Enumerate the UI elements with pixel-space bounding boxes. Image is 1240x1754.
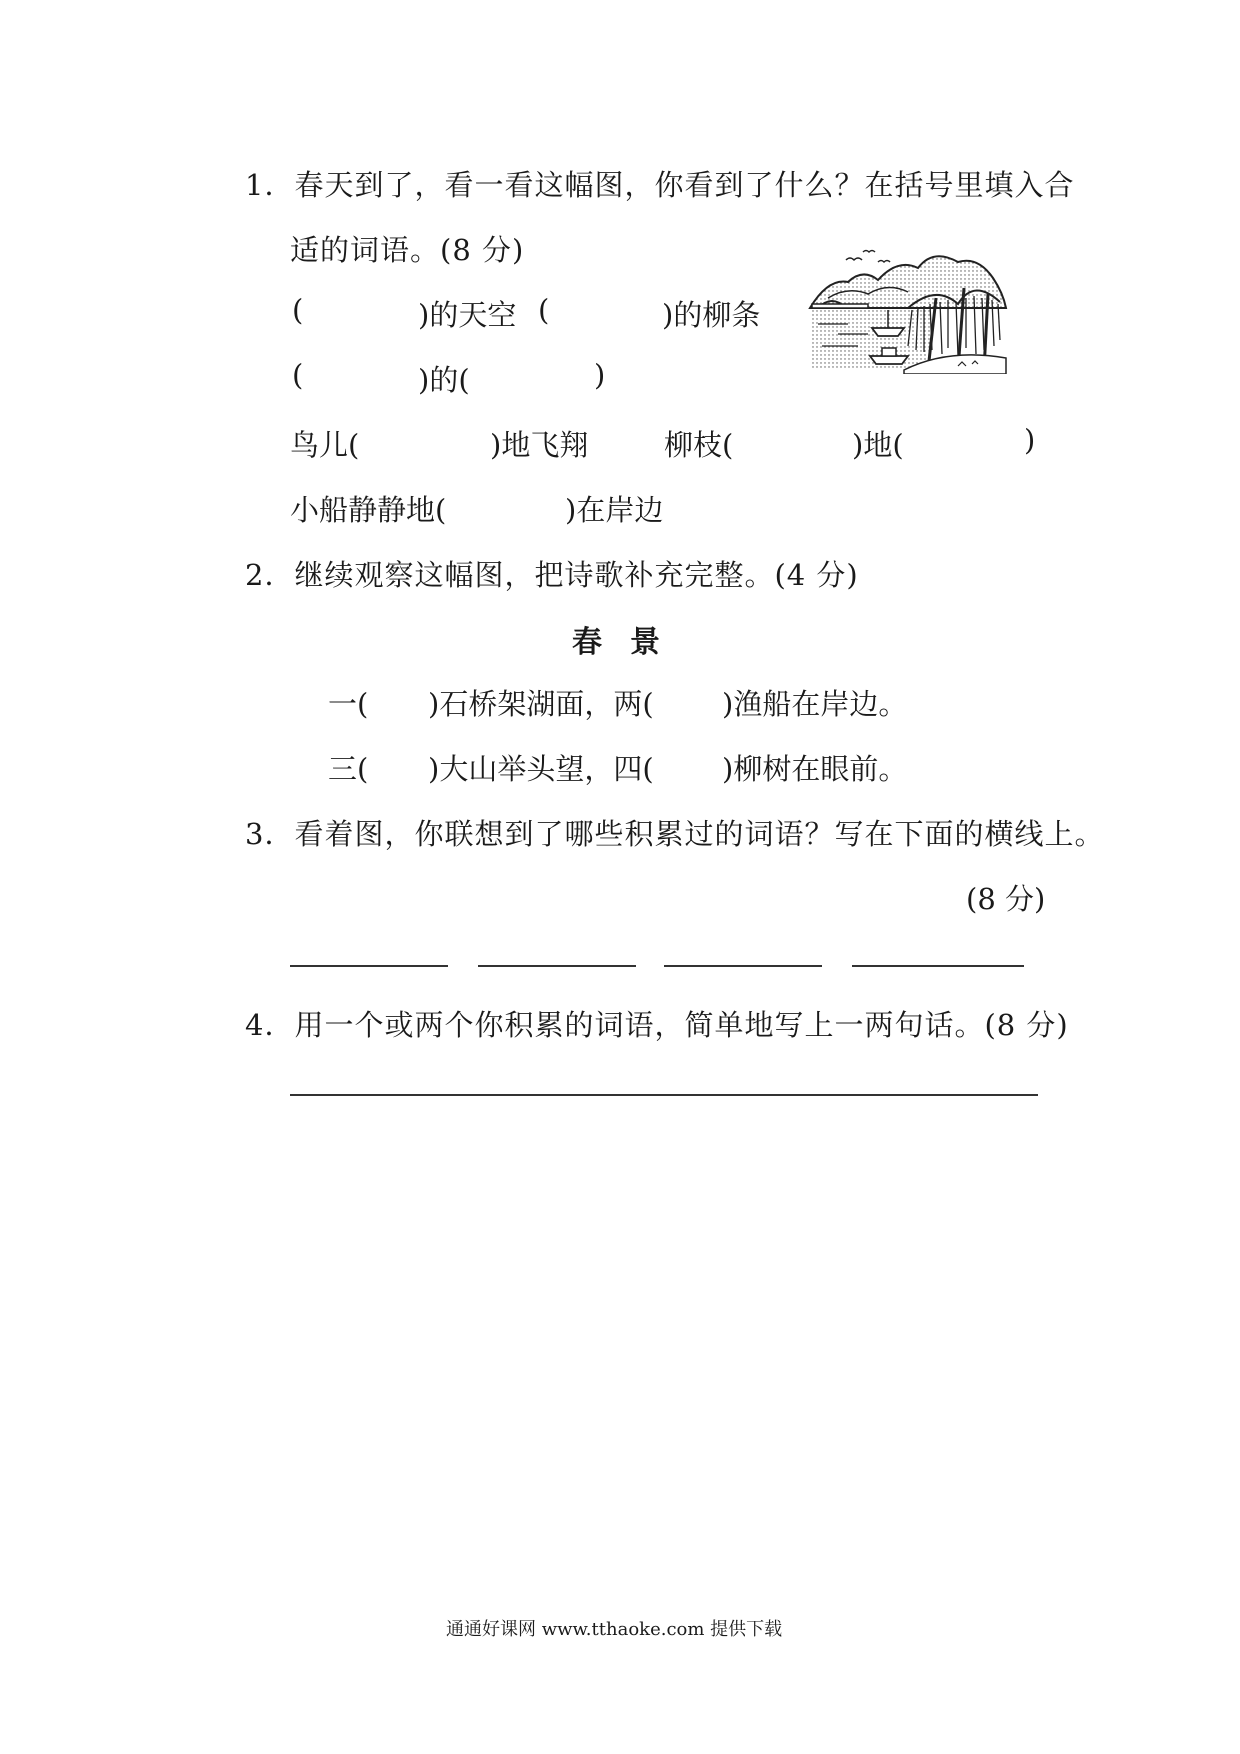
q1-row1-b-open: ( xyxy=(538,293,550,327)
poem-line1-a: 一( xyxy=(328,687,369,721)
q1-row2-a-mid: )的( xyxy=(418,363,470,397)
q1-row1-a-open: ( xyxy=(292,293,304,327)
q1-row1-b-close: )的柳条 xyxy=(662,298,761,332)
q3-answer-line-1[interactable] xyxy=(290,965,448,967)
q1-row2-a-open: ( xyxy=(292,358,304,392)
poem-title: 春景 xyxy=(572,625,688,660)
q1-row3-a-text: 鸟儿( xyxy=(290,428,360,462)
spring-landscape-illustration xyxy=(808,238,1008,374)
q1-row2-a-close: ) xyxy=(594,358,606,392)
q1-row3-b-mid: )地( xyxy=(852,428,904,462)
q3-answer-line-2[interactable] xyxy=(478,965,636,967)
q4-answer-line[interactable] xyxy=(290,1094,1038,1096)
q1-row3-b-text: 柳枝( xyxy=(664,428,734,462)
q3-answer-line-3[interactable] xyxy=(664,965,822,967)
footer-text: 通通好课网 www.tthaoke.com 提供下载 xyxy=(446,1619,783,1640)
q1-row3-b-close: ) xyxy=(1024,423,1036,457)
poem-line1-c: )渔船在岸边。 xyxy=(722,687,908,721)
q1-row3-a-close: )地飞翔 xyxy=(490,428,589,462)
q3-score: (8 分) xyxy=(966,882,1046,916)
q1-line1: 1．春天到了，看一看这幅图，你看到了什么？在括号里填入合 xyxy=(245,168,1075,202)
q1-row1-a-close: )的天空 xyxy=(418,298,517,332)
poem-line2-b: )大山举头望，四( xyxy=(428,752,654,786)
q1-row4-close: )在岸边 xyxy=(565,493,664,527)
q2-prompt: 2．继续观察这幅图，把诗歌补充完整。(4 分) xyxy=(245,558,859,592)
poem-line1-b: )石桥架湖面，两( xyxy=(428,687,654,721)
q1-row4-text: 小船静静地( xyxy=(290,493,447,527)
poem-line2-a: 三( xyxy=(328,752,369,786)
q3-prompt: 3．看着图，你联想到了哪些积累过的词语？写在下面的横线上。 xyxy=(245,817,1105,851)
q4-prompt: 4．用一个或两个你积累的词语，简单地写上一两句话。(8 分) xyxy=(245,1008,1069,1042)
q3-answer-line-4[interactable] xyxy=(852,965,1024,967)
poem-line2-c: )柳树在眼前。 xyxy=(722,752,908,786)
q1-line2: 适的词语。(8 分) xyxy=(290,233,525,267)
